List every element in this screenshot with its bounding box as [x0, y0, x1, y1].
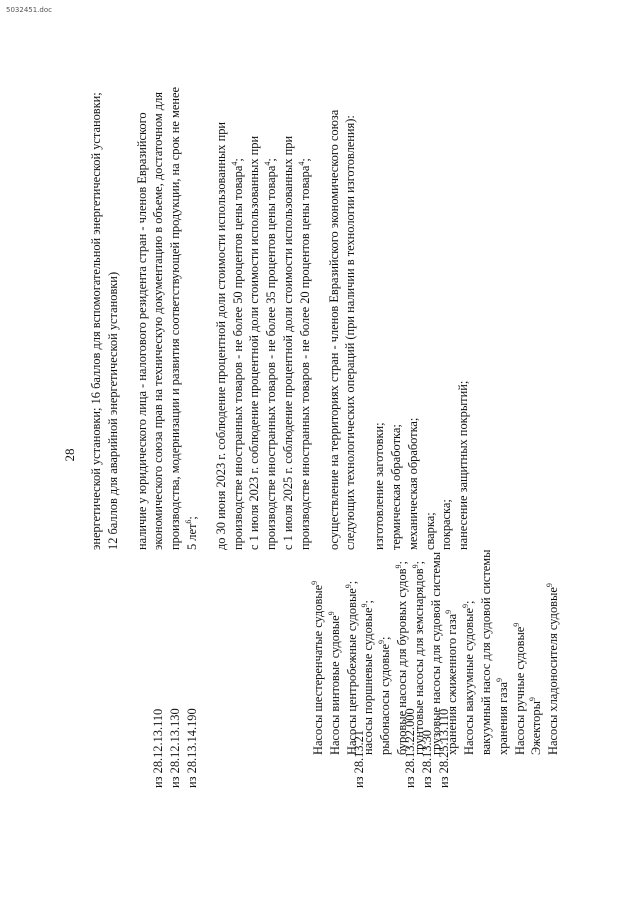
product-item-text: буровые насосы для буровых судов [394, 568, 409, 755]
footnote-mark: 9 [410, 564, 420, 569]
product-item-text: насосы поршневые судовые [361, 607, 376, 755]
requirements-column [88, 80, 472, 550]
product-item [512, 545, 529, 755]
requirement-share: до 30 июня 2023 г. соблюдение процентной доли стоимости использованных при производстве иностранных товаров - не более 50 процентов цены товара$^4$; [213, 121, 245, 550]
footnote-mark: 9 [528, 697, 538, 702]
product-item: буровые насосы для буровых судов$^9$; [393, 561, 409, 755]
product-item-text: грунтовые насосы для земснарядов [411, 568, 426, 755]
requirement-continuation: энергетической установки; 16 баллов для вспомогательной энергетической установки; 12 баллов для аварийной энергетической установки) [89, 92, 120, 550]
requirement-share: с 1 июля 2025 г. соблюдение процентной доли стоимости использованных при производстве иностранных товаров - не более 20 процентов цены товара$^4$; [280, 135, 312, 550]
product-item-text: Насосы шестеренчатые судовые [311, 584, 325, 755]
code-cell: из 28.25.13.110 [436, 708, 451, 788]
footnote-mark: 9 [377, 639, 387, 644]
operation-item: покраска; [439, 499, 454, 550]
product-item: грунтовые насосы для земснарядов$^9$; [410, 560, 426, 755]
footnote-mark: 9 [461, 604, 471, 609]
product-item-text: Насосы хладоносителя судовые [546, 587, 561, 755]
footnote-mark: 4 [263, 161, 273, 166]
product-item: рыбонасосы судовые$^9$; [377, 636, 393, 755]
product-item [310, 545, 327, 755]
product-item [428, 545, 462, 755]
product-item-text: вакуумный насос для судовой системы хранения газа [478, 549, 510, 755]
footnote-mark: 9 [309, 580, 319, 585]
product-item-text: Насосы ручные судовые [512, 626, 527, 755]
product-item: насосы поршневые судовые$^9$; [360, 600, 376, 755]
requirement-share: с 1 июля 2023 г. соблюдение процентной доли стоимости использованных при производстве иностранных товаров - не более 35 процентов цены товара$^4$; [247, 135, 279, 550]
code-cell: из 28.13.14.190 [184, 708, 199, 788]
product-item-text: Насосы винтовые судовые [327, 615, 342, 755]
product-item-text: грузовые насосы для судовой системы хранения сжиженного газа [428, 551, 460, 755]
product-item [478, 545, 512, 755]
requirement-share-text: с 1 июля 2023 г. соблюдение процентной доли стоимости использованных при производстве иностранных товаров - не более 35 процентов цены товара [247, 135, 279, 550]
product-item-text: Насосы вакуумные судовые [462, 608, 477, 755]
product-group-pumps [310, 545, 461, 755]
product-item [545, 545, 562, 755]
operation-item: нанесение защитных покрытий; [456, 380, 471, 550]
product-item-text: Эжекторы [529, 701, 544, 755]
requirement-share-text: до 30 июня 2023 г. соблюдение процентной доли стоимости использованных при производстве иностранных товаров - не более 50 процентов цены товара [213, 121, 245, 550]
code-cell: из 28.13.21 [352, 730, 367, 788]
code-cell: из 28.12.13.110 [151, 708, 165, 788]
code-cell: из 28.13.22.000 [403, 708, 418, 788]
code-cell: из 28.12.13.130 [167, 708, 182, 788]
product-item-text: рыбонасосы судовые [378, 643, 393, 755]
footnote-mark: 9 [545, 583, 555, 588]
requirement-share-list [213, 80, 314, 550]
product-item: Насосы вакуумные судовые$^9$; [461, 600, 477, 755]
requirement-share-text: с 1 июля 2025 г. соблюдение процентной доли стоимости использованных при производстве иностранных товаров - не более 20 процентов цены товара [280, 135, 312, 550]
requirement-residency-text: наличие у юридического лица - налогового резидента стран - членов Евразийского экономического союза прав на техническую документацию в объеме, достаточном для производства, модернизации и развития соответствующей продукции, на срок не менее 5 лет [134, 87, 199, 550]
footnote-mark: 4 [296, 161, 306, 166]
footnote-mark: 9 [360, 603, 370, 608]
product-item [528, 545, 545, 755]
operation-item: сварка; [422, 512, 437, 550]
product-item-text: Насосы центробежные судовые [344, 588, 359, 755]
document-filename: 5032451.doc [6, 6, 52, 14]
operation-item: термическая обработка; [388, 424, 403, 550]
operation-item: механическая обработка; [405, 417, 420, 550]
footnote-mark: 9 [511, 622, 521, 627]
requirement-residency: наличие у юридического лица - налогового резидента стран - членов Евразийского экономического союза прав на техническую документацию в объеме, достаточном для производства, модернизации и развития соответствующей продукции, на срок не менее 5 лет$^6$; [134, 87, 199, 550]
product-item [327, 545, 344, 755]
footnote-mark: 9 [393, 564, 403, 569]
operations-list [371, 80, 472, 550]
footnote-mark: 9 [343, 584, 353, 589]
operation-item: изготовление заготовки; [372, 422, 387, 550]
code-cell: из 28.13.30 [419, 730, 434, 788]
page-number: 28 [62, 448, 77, 462]
footnote-mark: 6 [183, 519, 193, 524]
footnote-mark: 4 [229, 161, 239, 166]
product-group-vacuum [461, 545, 562, 755]
footnote-mark: 9 [444, 609, 454, 614]
footnote-mark: 9 [494, 677, 504, 682]
footnote-mark: 9 [326, 611, 336, 616]
requirement-operations-intro: осуществление на территориях стран - членов Евразийского экономического союза следующих технологических операций (при наличии в технологии изготовления): [326, 109, 358, 550]
product-item: Насосы центробежные судовые$^9$; [343, 580, 359, 755]
products-column [310, 545, 562, 755]
